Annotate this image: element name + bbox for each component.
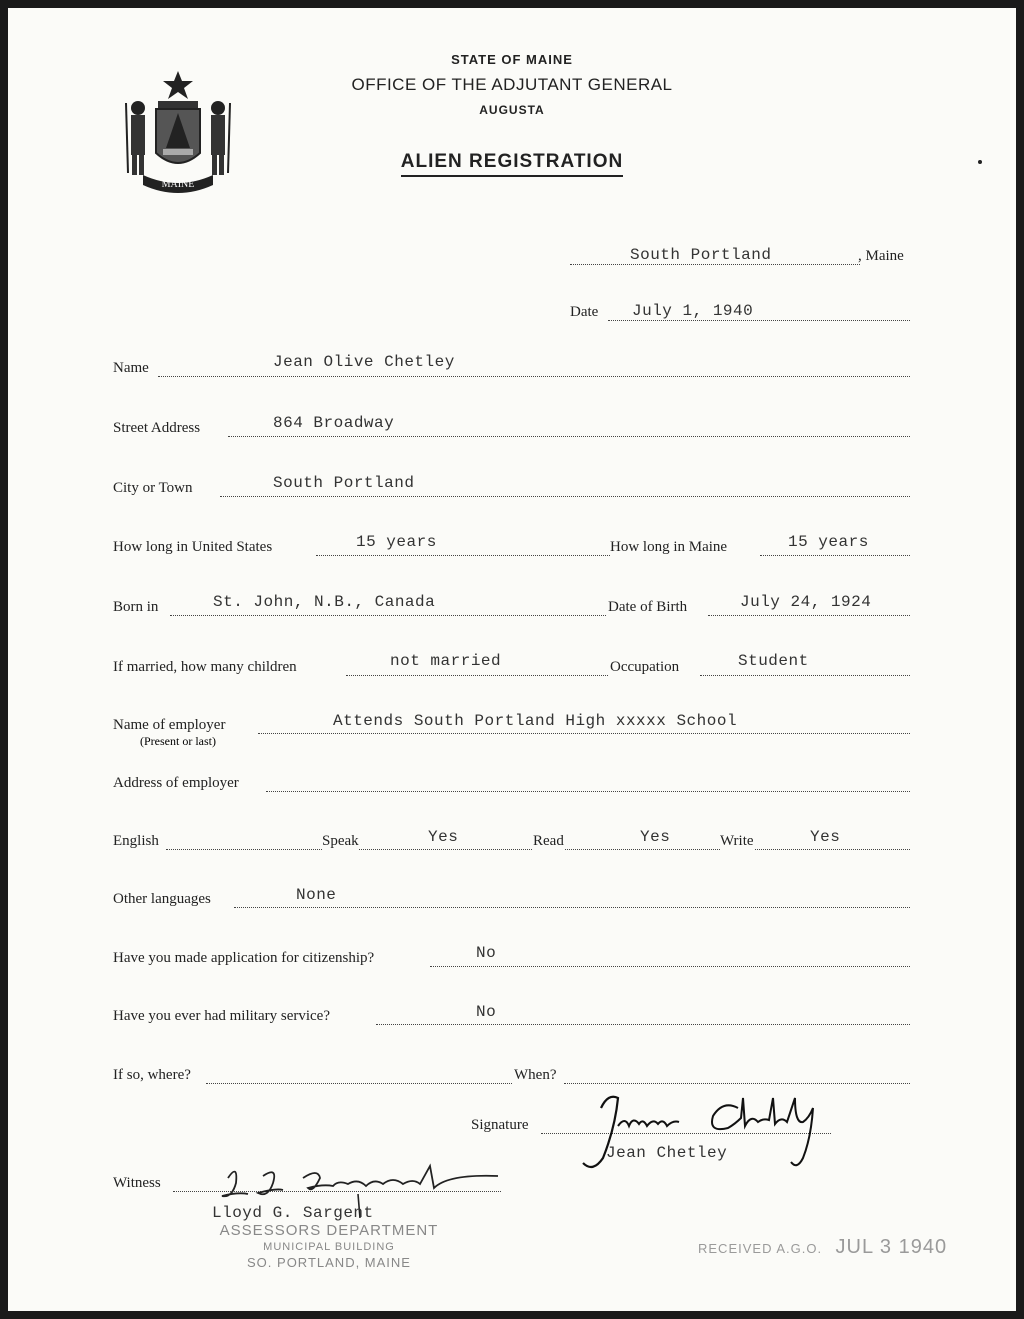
street-value: 864 Broadway bbox=[273, 414, 395, 432]
speak-value: Yes bbox=[428, 828, 459, 846]
place-suffix: , Maine bbox=[858, 248, 904, 264]
handwritten-signature bbox=[563, 1078, 853, 1178]
signature-label: Signature bbox=[471, 1117, 529, 1133]
children-value: not married bbox=[390, 652, 502, 670]
write-label: Write bbox=[720, 833, 754, 849]
received-date: JUL 3 1940 bbox=[835, 1236, 948, 1258]
witness-typed: Lloyd G. Sargent bbox=[212, 1204, 374, 1222]
signature-typed: Jean Chetley bbox=[606, 1144, 728, 1162]
stamp-line-3: SO. PORTLAND, MAINE bbox=[247, 1255, 411, 1270]
assessors-stamp bbox=[208, 1222, 450, 1270]
stamp-line-1: ASSESSORS DEPARTMENT bbox=[219, 1222, 439, 1239]
svg-text:MAINE: MAINE bbox=[161, 179, 195, 190]
name-label: Name bbox=[113, 360, 149, 376]
citizenship-value: No bbox=[476, 944, 497, 962]
place-value: South Portland bbox=[630, 246, 772, 264]
when-label: When? bbox=[514, 1067, 557, 1083]
state-heading: STATE OF MAINE bbox=[451, 52, 573, 67]
received-text: RECEIVED A.G.O. bbox=[698, 1241, 823, 1256]
occupation-value: Student bbox=[738, 652, 809, 670]
children-label: If married, how many children bbox=[113, 659, 297, 675]
other-languages-label: Other languages bbox=[113, 891, 211, 907]
born-in-label: Born in bbox=[113, 599, 159, 615]
street-label: Street Address bbox=[113, 420, 201, 436]
date-label: Date bbox=[570, 304, 599, 320]
employer-value: Attends South Portland High xxxxx School bbox=[333, 712, 738, 730]
paper-mark bbox=[978, 160, 982, 164]
office-heading: OFFICE OF THE ADJUTANT GENERAL bbox=[351, 75, 673, 94]
occupation-label: Occupation bbox=[610, 659, 680, 675]
where-label: If so, where? bbox=[113, 1067, 191, 1083]
employer-label: Name of employer bbox=[113, 717, 226, 733]
english-label: English bbox=[113, 833, 159, 849]
write-value: Yes bbox=[810, 828, 841, 846]
stamp-line-2: MUNICIPAL BUILDING bbox=[263, 1241, 395, 1253]
speak-label: Speak bbox=[322, 833, 359, 849]
us-duration-value: 15 years bbox=[356, 533, 437, 551]
dob-label: Date of Birth bbox=[608, 599, 688, 615]
maine-duration-value: 15 years bbox=[788, 533, 869, 551]
employer-address-label: Address of employer bbox=[113, 775, 239, 791]
military-value: No bbox=[476, 1003, 497, 1021]
form-title: ALIEN REGISTRATION bbox=[8, 151, 1016, 173]
witness-label: Witness bbox=[113, 1175, 161, 1191]
city-label: City or Town bbox=[113, 480, 193, 496]
citizenship-label: Have you made application for citizenship? bbox=[113, 950, 375, 966]
city-heading: AUGUSTA bbox=[479, 103, 545, 117]
read-value: Yes bbox=[640, 828, 671, 846]
other-languages-value: None bbox=[296, 886, 337, 904]
read-label: Read bbox=[533, 833, 564, 849]
dob-value: July 24, 1924 bbox=[740, 593, 872, 611]
alien-registration-form bbox=[8, 8, 1016, 1311]
maine-duration-label: How long in Maine bbox=[610, 539, 728, 555]
military-label: Have you ever had military service? bbox=[113, 1008, 330, 1024]
employer-sublabel: (Present or last) bbox=[140, 734, 216, 748]
us-duration-label: How long in United States bbox=[113, 539, 273, 555]
received-stamp bbox=[698, 1236, 947, 1259]
city-value: South Portland bbox=[273, 474, 415, 492]
name-value: Jean Olive Chetley bbox=[273, 353, 455, 371]
date-value: July 1, 1940 bbox=[632, 302, 754, 320]
born-in-value: St. John, N.B., Canada bbox=[213, 593, 436, 611]
